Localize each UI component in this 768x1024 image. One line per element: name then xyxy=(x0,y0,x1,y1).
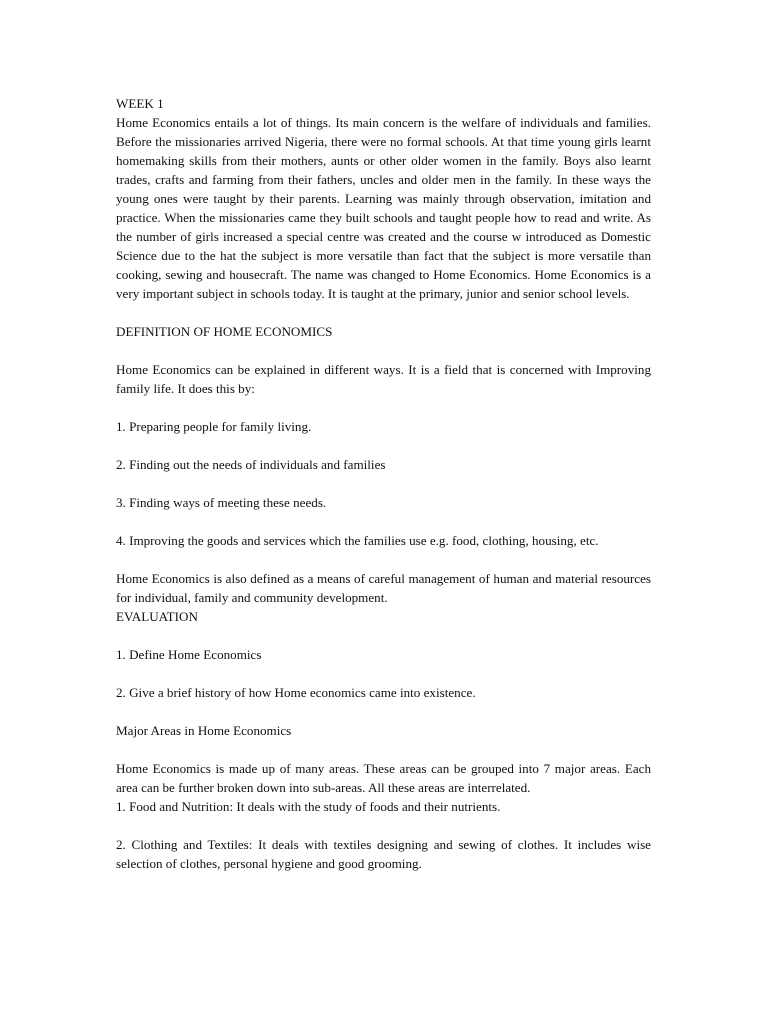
list-item: 2. Finding out the needs of individuals and families xyxy=(116,457,386,472)
list-item: 3. Finding ways of meeting these needs. xyxy=(116,495,327,510)
week-heading: WEEK 1 xyxy=(116,96,164,111)
list-item: 1. Preparing people for family living. xyxy=(116,419,312,434)
document-body xyxy=(116,94,651,873)
definition-paragraph: Home Economics can be explained in different ways. It is a field that is concerned with Improving family life. It does this by: xyxy=(116,362,651,396)
intro-paragraph: Home Economics entails a lot of things. Its main concern is the welfare of individuals and families. Before the missionaries arrived Nigeria, there were no formal schools. At that time young girls learnt homemaking skills from their mothers, aunts or other older women in the family. Boys also learnt trades, crafts and farming from their fathers, uncles and older men in the family. In these ways the young ones were taught by their parents. Learning was mainly through observation, imitation and practice. When the missionaries came they built schools and taught people how to read and write. As the number of girls increased a special centre was created and the course w introduced as Domestic Science due to the hat the subject is more versatile than fact that the subject is more versatile than cooking, sewing and housecraft. The name was changed to Home Economics. Home Economics is a very important subject in schools today. It is taught at the primary, junior and senior school levels. xyxy=(116,115,651,301)
major-areas-heading: Major Areas in Home Economics xyxy=(116,723,292,738)
evaluation-heading: EVALUATION xyxy=(116,609,198,624)
list-item: 1. Define Home Economics xyxy=(116,647,262,662)
list-item: 4. Improving the goods and services which the families use e.g. food, clothing, housing, etc. xyxy=(116,533,599,548)
list-item: 2. Clothing and Textiles: It deals with textiles designing and sewing of clothes. It includes wise selection of clothes, personal hygiene and good grooming. xyxy=(116,837,651,871)
list-item: 1. Food and Nutrition: It deals with the study of foods and their nutrients. xyxy=(116,799,501,814)
list-item: 2. Give a brief history of how Home economics came into existence. xyxy=(116,685,476,700)
major-areas-paragraph: Home Economics is made up of many areas. These areas can be grouped into 7 major areas. Each area can be further broken down into sub-areas. All these areas are interrelated. xyxy=(116,761,651,795)
also-defined-paragraph: Home Economics is also defined as a means of careful management of human and material resources for individual, family and community development. xyxy=(116,571,651,605)
definition-heading: DEFINITION OF HOME ECONOMICS xyxy=(116,324,333,339)
